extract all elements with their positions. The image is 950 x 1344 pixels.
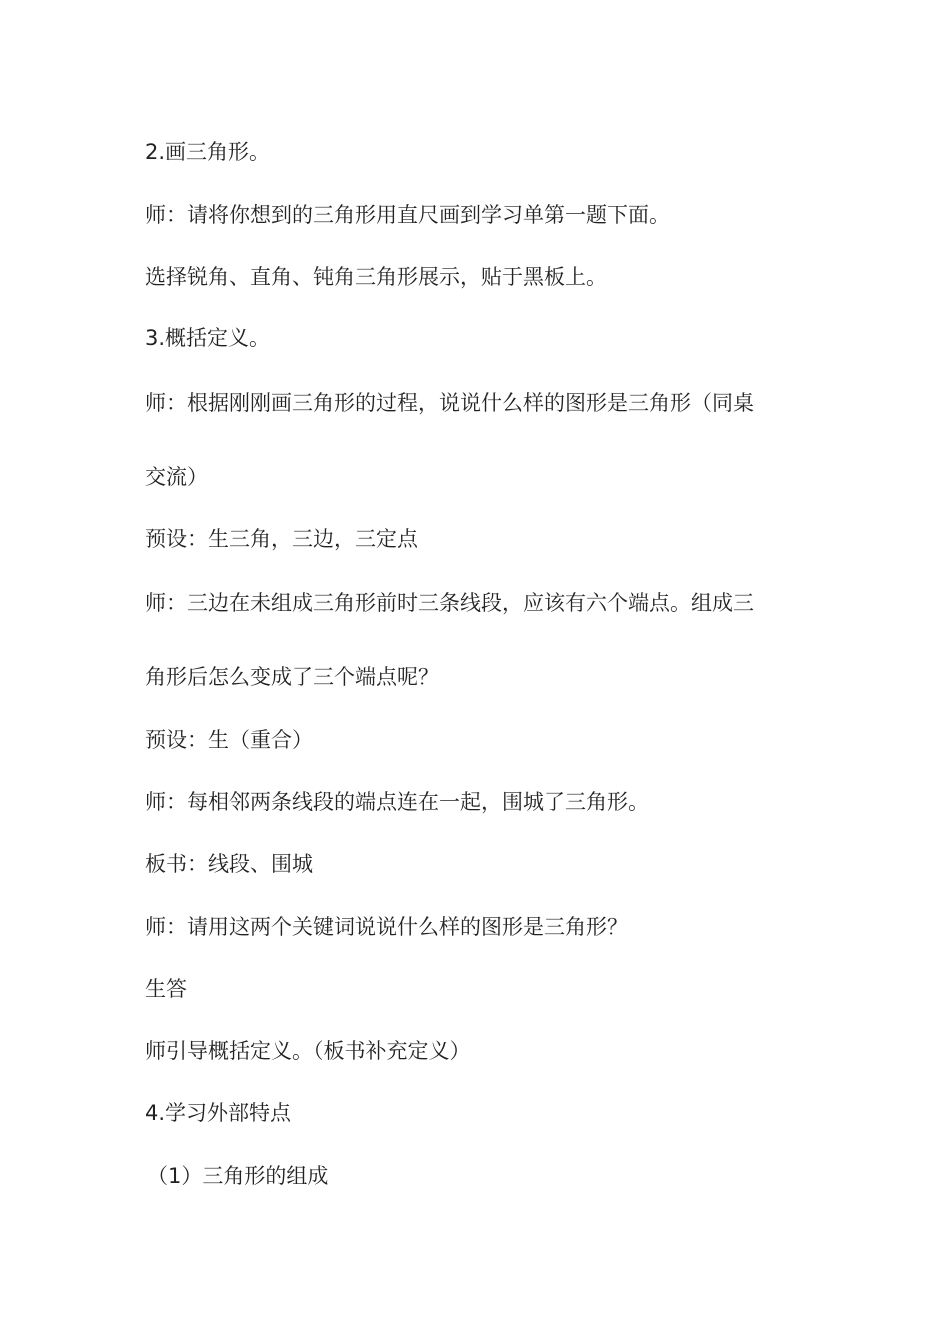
paragraph-line: 师：每相邻两条线段的端点连在一起，围城了三角形。 <box>145 790 649 814</box>
paragraph-line: 预设：生（重合） <box>145 728 313 752</box>
paragraph-line: 师引导概括定义。（板书补充定义） <box>145 1039 471 1063</box>
subsection-heading-composition: （1）三角形的组成 <box>147 1164 329 1188</box>
section-heading-definition: 3.概括定义。 <box>145 326 271 350</box>
section-heading-external-features: 4.学习外部特点 <box>145 1101 292 1125</box>
paragraph-line: 生答 <box>145 977 187 1001</box>
paragraph-line: 预设：生三角，三边，三定点 <box>145 527 418 551</box>
paragraph-line: 师：请用这两个关键词说说什么样的图形是三角形？ <box>145 915 628 939</box>
paragraph-line: 师：请将你想到的三角形用直尺画到学习单第一题下面。 <box>145 203 670 227</box>
paragraph-line: 师：三边在未组成三角形前时三条线段，应该有六个端点。组成三 <box>145 591 754 615</box>
paragraph-line: 交流） <box>145 465 208 489</box>
paragraph-line: 角形后怎么变成了三个端点呢？ <box>145 665 439 689</box>
paragraph-line: 板书：线段、围城 <box>145 852 313 876</box>
section-heading-draw-triangle: 2.画三角形。 <box>145 140 271 164</box>
paragraph-line: 师：根据刚刚画三角形的过程，说说什么样的图形是三角形（同桌 <box>145 391 754 415</box>
paragraph-line: 选择锐角、直角、钝角三角形展示，贴于黑板上。 <box>145 265 607 289</box>
